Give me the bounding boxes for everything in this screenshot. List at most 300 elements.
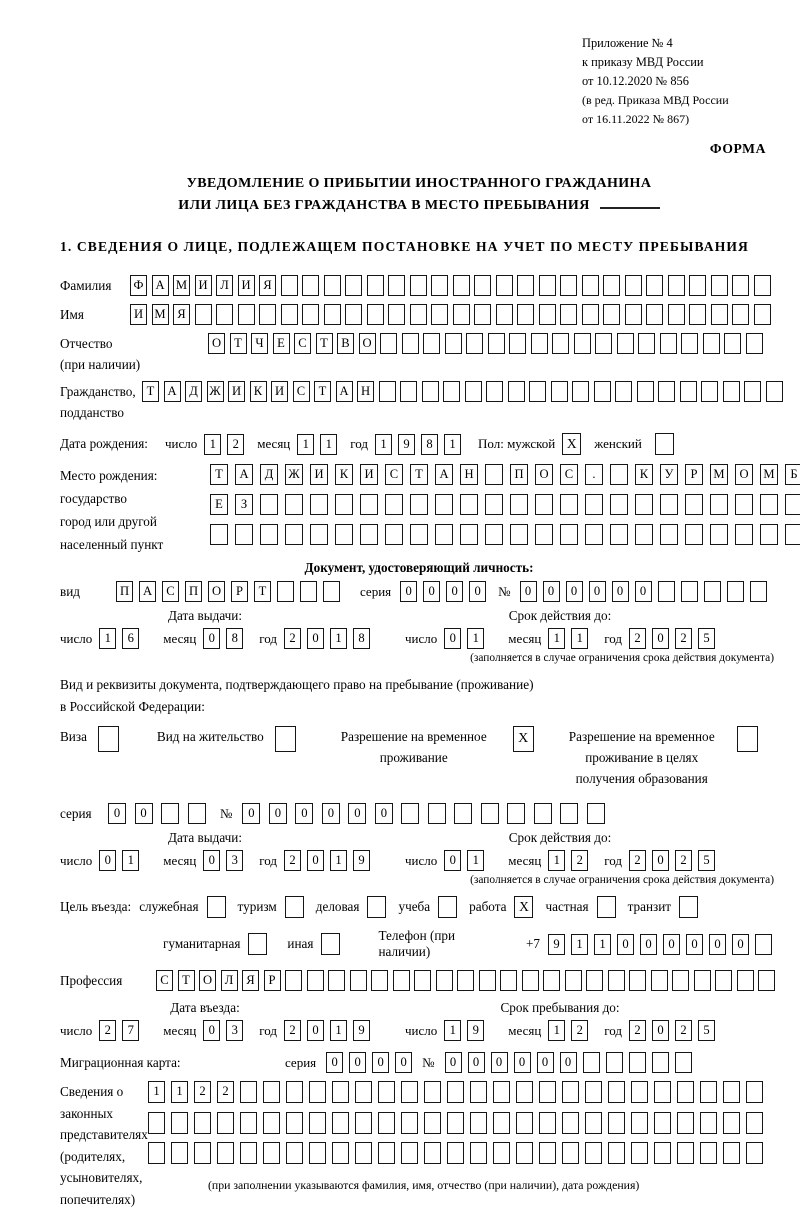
char-cell[interactable]: 6 — [122, 628, 139, 649]
char-cell[interactable] — [401, 1112, 418, 1134]
char-cell[interactable] — [485, 464, 503, 485]
char-cell[interactable] — [732, 275, 749, 296]
char-cell[interactable] — [735, 494, 753, 515]
char-cell[interactable] — [608, 1112, 625, 1134]
char-cell[interactable]: 5 — [698, 850, 715, 871]
char-cell[interactable]: 0 — [444, 850, 461, 871]
char-cell[interactable] — [474, 304, 491, 325]
char-cell[interactable] — [522, 970, 539, 991]
char-cell[interactable] — [285, 896, 304, 918]
char-cell[interactable]: 0 — [203, 850, 220, 871]
char-cell[interactable] — [428, 803, 446, 824]
char-cell[interactable]: А — [152, 275, 169, 296]
char-cell[interactable] — [355, 1112, 372, 1134]
char-cell[interactable] — [496, 275, 513, 296]
char-cell[interactable] — [539, 1112, 556, 1134]
char-cell[interactable] — [388, 304, 405, 325]
char-cell[interactable] — [393, 970, 410, 991]
char-cell[interactable] — [658, 581, 675, 602]
char-cell[interactable] — [754, 275, 771, 296]
char-cell[interactable]: П — [185, 581, 202, 602]
char-cell[interactable] — [388, 275, 405, 296]
char-cell[interactable] — [723, 381, 740, 402]
char-cell[interactable] — [760, 494, 778, 515]
char-cell[interactable] — [755, 934, 772, 955]
char-cell[interactable]: 9 — [467, 1020, 484, 1041]
char-cell[interactable] — [263, 1142, 280, 1164]
char-cell[interactable]: 1 — [330, 850, 347, 871]
char-cell[interactable]: С — [162, 581, 179, 602]
char-cell[interactable] — [422, 381, 439, 402]
char-cell[interactable]: Т — [316, 333, 333, 354]
char-cell[interactable] — [677, 1112, 694, 1134]
char-cell[interactable] — [345, 275, 362, 296]
char-cell[interactable] — [585, 494, 603, 515]
char-cell[interactable]: У — [660, 464, 678, 485]
char-cell[interactable] — [285, 494, 303, 515]
char-cell[interactable] — [355, 1142, 372, 1164]
char-cell[interactable] — [654, 1112, 671, 1134]
char-cell[interactable] — [516, 1142, 533, 1164]
char-cell[interactable] — [608, 1081, 625, 1103]
char-cell[interactable] — [240, 1081, 257, 1103]
char-cell[interactable] — [629, 1052, 646, 1073]
char-cell[interactable] — [655, 433, 674, 455]
char-cell[interactable] — [585, 1081, 602, 1103]
char-cell[interactable]: 5 — [698, 1020, 715, 1041]
char-cell[interactable]: 2 — [284, 850, 301, 871]
char-cell[interactable] — [723, 1081, 740, 1103]
char-cell[interactable] — [562, 1081, 579, 1103]
char-cell[interactable]: 0 — [469, 581, 486, 602]
char-cell[interactable] — [685, 524, 703, 545]
char-cell[interactable] — [259, 304, 276, 325]
char-cell[interactable]: 2 — [194, 1081, 211, 1103]
char-cell[interactable]: 1 — [330, 628, 347, 649]
char-cell[interactable] — [516, 1112, 533, 1134]
char-cell[interactable]: М — [173, 275, 190, 296]
char-cell[interactable]: А — [435, 464, 453, 485]
char-cell[interactable] — [543, 970, 560, 991]
char-cell[interactable]: Т — [178, 970, 195, 991]
char-cell[interactable] — [617, 333, 634, 354]
char-cell[interactable] — [746, 1142, 763, 1164]
char-cell[interactable] — [402, 333, 419, 354]
char-cell[interactable]: 1 — [467, 628, 484, 649]
char-cell[interactable] — [385, 494, 403, 515]
char-cell[interactable]: 1 — [148, 1081, 165, 1103]
char-cell[interactable] — [470, 1142, 487, 1164]
char-cell[interactable] — [651, 970, 668, 991]
char-cell[interactable] — [689, 275, 706, 296]
char-cell[interactable] — [510, 494, 528, 515]
char-cell[interactable]: 9 — [353, 1020, 370, 1041]
char-cell[interactable] — [700, 1142, 717, 1164]
char-cell[interactable] — [431, 275, 448, 296]
char-cell[interactable] — [551, 381, 568, 402]
char-cell[interactable]: 0 — [242, 803, 260, 824]
char-cell[interactable] — [625, 275, 642, 296]
char-cell[interactable] — [414, 970, 431, 991]
char-cell[interactable]: 1 — [548, 850, 565, 871]
char-cell[interactable] — [608, 1142, 625, 1164]
char-cell[interactable] — [583, 1052, 600, 1073]
char-cell[interactable]: 1 — [297, 434, 314, 455]
char-cell[interactable] — [453, 275, 470, 296]
char-cell[interactable] — [401, 1081, 418, 1103]
char-cell[interactable] — [654, 1142, 671, 1164]
char-cell[interactable] — [479, 970, 496, 991]
char-cell[interactable]: 2 — [284, 628, 301, 649]
char-cell[interactable] — [431, 304, 448, 325]
char-cell[interactable]: Л — [221, 970, 238, 991]
char-cell[interactable] — [286, 1112, 303, 1134]
char-cell[interactable] — [758, 970, 775, 991]
char-cell[interactable] — [631, 1112, 648, 1134]
char-cell[interactable] — [424, 1112, 441, 1134]
char-cell[interactable]: 0 — [617, 934, 634, 955]
char-cell[interactable] — [660, 524, 678, 545]
char-cell[interactable]: 1 — [594, 934, 611, 955]
char-cell[interactable]: И — [228, 381, 245, 402]
char-cell[interactable]: 0 — [444, 628, 461, 649]
char-cell[interactable]: 0 — [307, 628, 324, 649]
char-cell[interactable]: 1 — [375, 434, 392, 455]
char-cell[interactable]: И — [310, 464, 328, 485]
char-cell[interactable]: 0 — [349, 1052, 366, 1073]
char-cell[interactable]: 0 — [543, 581, 560, 602]
char-cell[interactable] — [235, 524, 253, 545]
char-cell[interactable] — [410, 275, 427, 296]
char-cell[interactable]: 1 — [548, 1020, 565, 1041]
char-cell[interactable] — [470, 1081, 487, 1103]
char-cell[interactable] — [704, 581, 721, 602]
char-cell[interactable]: 1 — [467, 850, 484, 871]
char-cell[interactable] — [248, 933, 267, 955]
char-cell[interactable]: С — [385, 464, 403, 485]
char-cell[interactable] — [668, 275, 685, 296]
char-cell[interactable] — [608, 970, 625, 991]
char-cell[interactable] — [517, 275, 534, 296]
char-cell[interactable] — [710, 524, 728, 545]
char-cell[interactable] — [560, 803, 578, 824]
char-cell[interactable] — [453, 304, 470, 325]
char-cell[interactable] — [710, 494, 728, 515]
char-cell[interactable] — [447, 1142, 464, 1164]
char-cell[interactable] — [148, 1112, 165, 1134]
char-cell[interactable] — [275, 726, 296, 752]
char-cell[interactable] — [603, 275, 620, 296]
char-cell[interactable] — [481, 803, 499, 824]
char-cell[interactable]: 0 — [612, 581, 629, 602]
char-cell[interactable] — [385, 524, 403, 545]
char-cell[interactable] — [310, 524, 328, 545]
char-cell[interactable] — [582, 304, 599, 325]
char-cell[interactable] — [508, 381, 525, 402]
char-cell[interactable] — [677, 1081, 694, 1103]
char-cell[interactable] — [281, 275, 298, 296]
char-cell[interactable]: Я — [173, 304, 190, 325]
char-cell[interactable]: Р — [231, 581, 248, 602]
char-cell[interactable] — [465, 381, 482, 402]
char-cell[interactable] — [435, 494, 453, 515]
char-cell[interactable] — [171, 1112, 188, 1134]
char-cell[interactable] — [460, 524, 478, 545]
char-cell[interactable] — [367, 896, 386, 918]
char-cell[interactable] — [785, 524, 800, 545]
char-cell[interactable]: 0 — [491, 1052, 508, 1073]
char-cell[interactable]: 1 — [320, 434, 337, 455]
char-cell[interactable] — [423, 333, 440, 354]
char-cell[interactable]: Т — [142, 381, 159, 402]
char-cell[interactable] — [574, 333, 591, 354]
char-cell[interactable] — [560, 275, 577, 296]
char-cell[interactable]: 0 — [520, 581, 537, 602]
char-cell[interactable] — [195, 304, 212, 325]
char-cell[interactable] — [401, 803, 419, 824]
char-cell[interactable] — [240, 1112, 257, 1134]
char-cell[interactable]: 0 — [635, 581, 652, 602]
char-cell[interactable] — [435, 524, 453, 545]
char-cell[interactable] — [238, 304, 255, 325]
char-cell[interactable] — [302, 304, 319, 325]
char-cell[interactable] — [216, 304, 233, 325]
char-cell[interactable] — [562, 1112, 579, 1134]
char-cell[interactable]: Н — [460, 464, 478, 485]
char-cell[interactable]: 2 — [571, 1020, 588, 1041]
char-cell[interactable]: Л — [216, 275, 233, 296]
char-cell[interactable] — [723, 1112, 740, 1134]
char-cell[interactable] — [493, 1112, 510, 1134]
char-cell[interactable] — [715, 970, 732, 991]
char-cell[interactable] — [485, 494, 503, 515]
char-cell[interactable] — [300, 581, 317, 602]
char-cell[interactable]: В — [337, 333, 354, 354]
char-cell[interactable] — [652, 1052, 669, 1073]
char-cell[interactable]: 0 — [652, 1020, 669, 1041]
char-cell[interactable]: С — [293, 381, 310, 402]
char-cell[interactable] — [438, 896, 457, 918]
char-cell[interactable] — [711, 275, 728, 296]
char-cell[interactable] — [727, 581, 744, 602]
char-cell[interactable] — [560, 304, 577, 325]
char-cell[interactable] — [565, 970, 582, 991]
char-cell[interactable]: 2 — [629, 850, 646, 871]
char-cell[interactable] — [379, 381, 396, 402]
char-cell[interactable]: 0 — [652, 850, 669, 871]
char-cell[interactable] — [488, 333, 505, 354]
char-cell[interactable] — [723, 1142, 740, 1164]
char-cell[interactable]: 0 — [135, 803, 153, 824]
char-cell[interactable] — [309, 1112, 326, 1134]
char-cell[interactable] — [703, 333, 720, 354]
char-cell[interactable] — [493, 1142, 510, 1164]
char-cell[interactable] — [724, 333, 741, 354]
char-cell[interactable]: С — [156, 970, 173, 991]
char-cell[interactable]: 9 — [548, 934, 565, 955]
char-cell[interactable] — [631, 1081, 648, 1103]
char-cell[interactable]: Т — [230, 333, 247, 354]
char-cell[interactable] — [148, 1142, 165, 1164]
char-cell[interactable]: 0 — [307, 1020, 324, 1041]
char-cell[interactable]: О — [359, 333, 376, 354]
char-cell[interactable] — [350, 970, 367, 991]
char-cell[interactable] — [263, 1112, 280, 1134]
char-cell[interactable]: 0 — [348, 803, 366, 824]
char-cell[interactable] — [324, 304, 341, 325]
char-cell[interactable]: 2 — [571, 850, 588, 871]
char-cell[interactable]: 0 — [446, 581, 463, 602]
char-cell[interactable] — [610, 494, 628, 515]
char-cell[interactable]: Я — [259, 275, 276, 296]
char-cell[interactable]: 0 — [99, 850, 116, 871]
char-cell[interactable] — [680, 381, 697, 402]
char-cell[interactable]: 0 — [686, 934, 703, 955]
char-cell[interactable] — [516, 1081, 533, 1103]
char-cell[interactable] — [744, 381, 761, 402]
char-cell[interactable] — [378, 1142, 395, 1164]
char-cell[interactable] — [534, 803, 552, 824]
char-cell[interactable] — [460, 494, 478, 515]
char-cell[interactable]: 2 — [629, 1020, 646, 1041]
char-cell[interactable]: X — [514, 896, 533, 918]
char-cell[interactable] — [424, 1081, 441, 1103]
char-cell[interactable] — [660, 494, 678, 515]
char-cell[interactable]: И — [238, 275, 255, 296]
char-cell[interactable] — [171, 1142, 188, 1164]
char-cell[interactable]: 2 — [675, 850, 692, 871]
char-cell[interactable] — [507, 803, 525, 824]
char-cell[interactable] — [585, 1142, 602, 1164]
char-cell[interactable]: 3 — [226, 1020, 243, 1041]
char-cell[interactable] — [309, 1142, 326, 1164]
char-cell[interactable] — [735, 524, 753, 545]
char-cell[interactable]: 0 — [560, 1052, 577, 1073]
char-cell[interactable]: 0 — [108, 803, 126, 824]
char-cell[interactable] — [517, 304, 534, 325]
char-cell[interactable] — [597, 896, 616, 918]
char-cell[interactable] — [302, 275, 319, 296]
char-cell[interactable]: 1 — [571, 628, 588, 649]
char-cell[interactable]: 1 — [122, 850, 139, 871]
char-cell[interactable] — [625, 304, 642, 325]
char-cell[interactable] — [760, 524, 778, 545]
char-cell[interactable] — [535, 494, 553, 515]
char-cell[interactable]: 0 — [375, 803, 393, 824]
char-cell[interactable] — [217, 1112, 234, 1134]
char-cell[interactable] — [582, 275, 599, 296]
char-cell[interactable] — [672, 970, 689, 991]
char-cell[interactable] — [281, 304, 298, 325]
char-cell[interactable] — [470, 1112, 487, 1134]
char-cell[interactable]: 0 — [203, 1020, 220, 1041]
char-cell[interactable] — [700, 1112, 717, 1134]
char-cell[interactable] — [638, 333, 655, 354]
char-cell[interactable]: А — [139, 581, 156, 602]
char-cell[interactable] — [766, 381, 783, 402]
char-cell[interactable] — [562, 1142, 579, 1164]
char-cell[interactable]: 0 — [514, 1052, 531, 1073]
char-cell[interactable]: 2 — [99, 1020, 116, 1041]
char-cell[interactable]: 8 — [226, 628, 243, 649]
char-cell[interactable]: 1 — [330, 1020, 347, 1041]
char-cell[interactable] — [500, 970, 517, 991]
char-cell[interactable]: Б — [785, 464, 800, 485]
char-cell[interactable] — [675, 1052, 692, 1073]
char-cell[interactable]: Р — [685, 464, 703, 485]
char-cell[interactable] — [493, 1081, 510, 1103]
char-cell[interactable]: Т — [254, 581, 271, 602]
char-cell[interactable] — [285, 524, 303, 545]
char-cell[interactable]: 0 — [400, 581, 417, 602]
char-cell[interactable] — [737, 726, 758, 752]
char-cell[interactable]: М — [152, 304, 169, 325]
char-cell[interactable] — [332, 1112, 349, 1134]
char-cell[interactable] — [378, 1112, 395, 1134]
char-cell[interactable] — [732, 304, 749, 325]
char-cell[interactable] — [610, 464, 628, 485]
char-cell[interactable] — [539, 275, 556, 296]
char-cell[interactable] — [286, 1081, 303, 1103]
char-cell[interactable]: К — [635, 464, 653, 485]
char-cell[interactable]: 1 — [444, 434, 461, 455]
char-cell[interactable] — [410, 304, 427, 325]
char-cell[interactable]: 2 — [629, 628, 646, 649]
char-cell[interactable] — [328, 970, 345, 991]
char-cell[interactable]: И — [271, 381, 288, 402]
char-cell[interactable] — [447, 1112, 464, 1134]
char-cell[interactable]: Д — [260, 464, 278, 485]
char-cell[interactable] — [161, 803, 179, 824]
char-cell[interactable] — [324, 275, 341, 296]
char-cell[interactable] — [380, 333, 397, 354]
char-cell[interactable]: 0 — [395, 1052, 412, 1073]
char-cell[interactable] — [668, 304, 685, 325]
char-cell[interactable]: О — [199, 970, 216, 991]
char-cell[interactable]: С — [560, 464, 578, 485]
char-cell[interactable] — [629, 970, 646, 991]
char-cell[interactable]: 8 — [353, 628, 370, 649]
char-cell[interactable]: З — [235, 494, 253, 515]
char-cell[interactable]: 5 — [698, 628, 715, 649]
char-cell[interactable] — [367, 304, 384, 325]
char-cell[interactable] — [754, 304, 771, 325]
char-cell[interactable] — [603, 304, 620, 325]
char-cell[interactable] — [737, 970, 754, 991]
char-cell[interactable] — [510, 524, 528, 545]
char-cell[interactable] — [587, 803, 605, 824]
char-cell[interactable] — [307, 970, 324, 991]
char-cell[interactable]: 0 — [203, 628, 220, 649]
char-cell[interactable] — [335, 494, 353, 515]
char-cell[interactable] — [610, 524, 628, 545]
char-cell[interactable]: П — [116, 581, 133, 602]
char-cell[interactable]: 9 — [353, 850, 370, 871]
char-cell[interactable]: 0 — [423, 581, 440, 602]
char-cell[interactable]: 2 — [284, 1020, 301, 1041]
char-cell[interactable] — [529, 381, 546, 402]
char-cell[interactable] — [595, 333, 612, 354]
char-cell[interactable]: Е — [210, 494, 228, 515]
char-cell[interactable] — [746, 333, 763, 354]
char-cell[interactable] — [240, 1142, 257, 1164]
char-cell[interactable]: 0 — [652, 628, 669, 649]
char-cell[interactable]: 1 — [548, 628, 565, 649]
char-cell[interactable] — [286, 1142, 303, 1164]
char-cell[interactable]: . — [585, 464, 603, 485]
char-cell[interactable] — [509, 333, 526, 354]
char-cell[interactable] — [309, 1081, 326, 1103]
